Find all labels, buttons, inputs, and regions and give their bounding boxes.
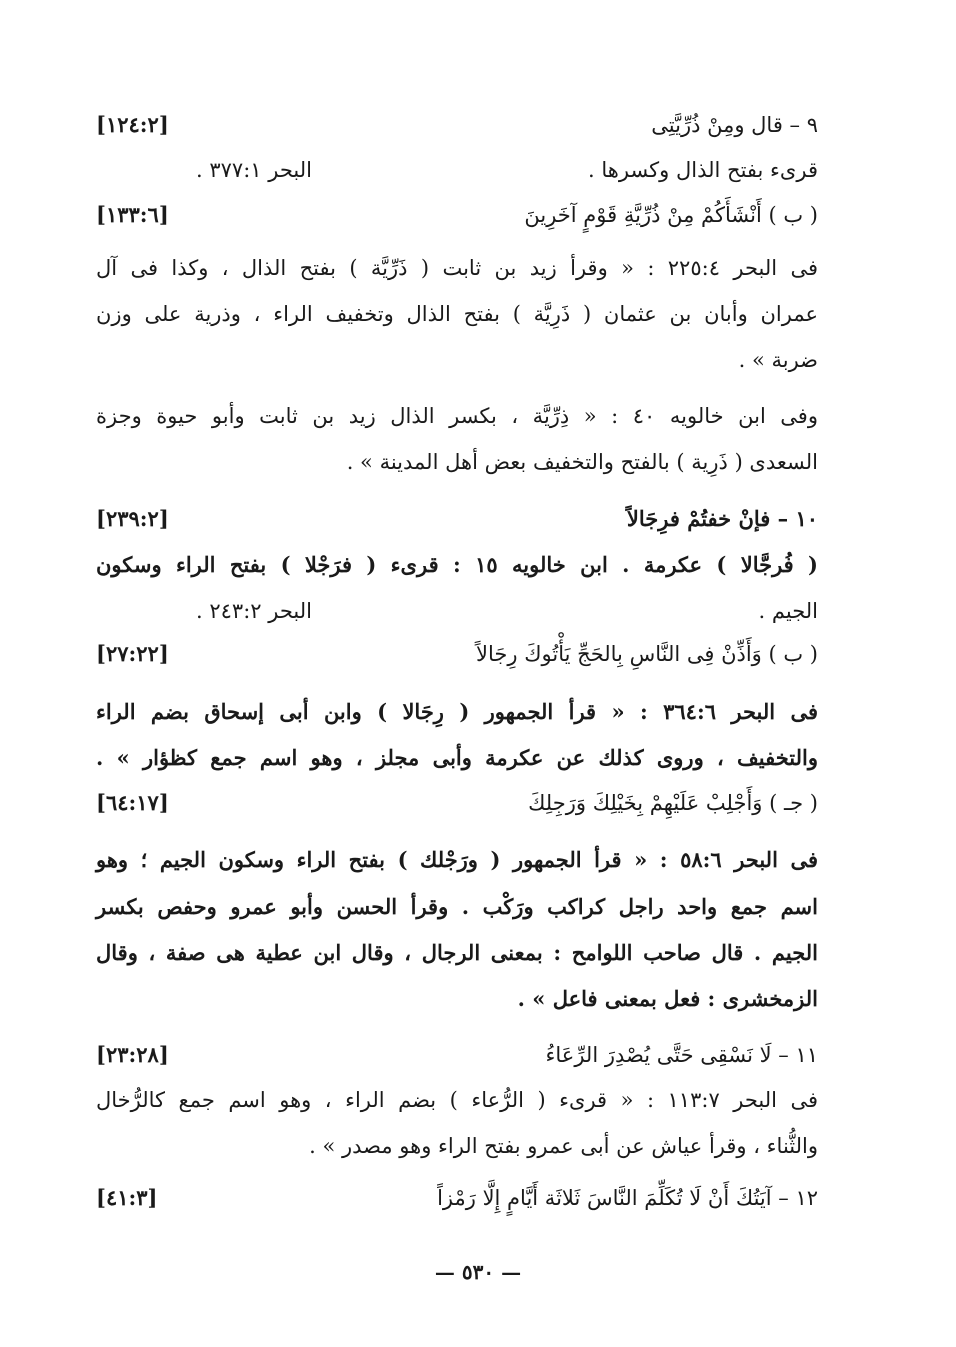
entry-10c-note-line-4 (96, 977, 818, 1021)
entry-9-heading-line (96, 103, 818, 147)
entry-10c-note-line-2 (96, 885, 818, 929)
entry-9b-heading-line (96, 193, 818, 237)
entry-11-heading: ١١ – لَا نَسْقِى حَتَّى يُصْدِرَ الرِّعَاءُ (545, 1043, 818, 1067)
entry-10b-note-line-2 (96, 736, 818, 780)
entry-10c-heading: ( جـ ) وَأَجْلِبْ عَلَيْهِمْ بِخَيْلِكَ وَرَجِلِكَ (528, 791, 818, 815)
paragraph-text: فى البحر ٥٨:٦ : « قرأ الجمهور ( ورَجْلك ) بفتح الراء وسكون الجيم ؛ وهو (96, 847, 818, 872)
entry-10b-reference: [٢٧:٢٢] (96, 641, 169, 666)
paragraph-text: الزمخشرى : فعل بمعنى فاعل » . (517, 986, 818, 1011)
entry-12-heading: ١٢ – آيَتُكَ أَنْ لَا تُكَلِّمَ النَّاسَ ثَلاثَة أَيَّامٍ إِلَّا رَمْزاً (437, 1186, 818, 1210)
entry-11-note-line-1 (96, 1078, 818, 1122)
entry-10b-heading: ( ب ) وَأَذِّنْ فِى النَّاسِ بِالحَجِّ يَأْتُوكَ رِجَالاً (476, 642, 818, 666)
entry-9-note-line (96, 148, 818, 192)
entry-9-paragraph-1-line-2 (96, 292, 818, 336)
entry-10b-note-line-1 (96, 690, 818, 734)
entry-10-source: البحر ٢٤٣:٢ . (196, 599, 312, 623)
entry-9-paragraph-1-line-1 (96, 246, 818, 290)
entry-10-reference: [٢٣٩:٢] (96, 506, 169, 531)
entry-9-source: البحر ٣٧٧:١ . (196, 158, 312, 182)
entry-9-paragraph-2-line-1 (96, 394, 818, 438)
entry-10-heading-line (96, 497, 818, 541)
entry-10b-heading-line (96, 632, 818, 676)
entry-10-heading: ١٠ – فإنْ خفتُمْ فرِجَالاً (626, 506, 818, 531)
entry-9-paragraph-1-line-3 (96, 338, 818, 382)
page-number: — ٥٣٠ — (434, 1260, 522, 1284)
entry-11-reference: [٢٣:٢٨] (96, 1042, 169, 1067)
entry-11-heading-line (96, 1033, 818, 1077)
entry-9-heading: ٩ – قال ومِنْ ذُرِّيَّتِى (651, 113, 818, 137)
entry-10c-heading-line (96, 781, 818, 825)
entry-10c-reference: [٦٤:١٧] (96, 790, 169, 815)
paragraph-text: اسم جمع واحد راجل كراكب ورَكْب . وقرأ الحسن وأبو عمرو وحفص بكسر (96, 894, 818, 919)
paragraph-text: الجيم . قال صاحب اللوامح : بمعنى الرجال ، وقال ابن عطية هى صفة ، وقال (96, 940, 818, 965)
entry-9-reference: [١٢٤:٢] (96, 112, 169, 137)
entry-10c-note-line-3 (96, 931, 818, 975)
entry-9-note: قرىء بفتح الذال وكسرها . (588, 158, 818, 182)
entry-9-paragraph-2-line-2 (96, 440, 818, 484)
paragraph-text: السعدى ( ذَرِية ) بالفتح والتخفيف بعض أهل المدينة » . (346, 450, 818, 474)
entry-9b-heading: ( ب ) أَنْشَأَكُمْ مِنْ ذُرِّيَّةِ قَوْمٍ آخَرِينَ (524, 203, 818, 227)
paragraph-text: فى البحر ١١٣:٧ : « قرىء ( الرُّعاء ) بضم الراء ، وهو اسم جمع كالرُّخال (96, 1088, 818, 1112)
entry-10-note-line-2 (96, 589, 818, 633)
paragraph-text: ضربة » . (738, 348, 818, 372)
entry-12-reference: [٤١:٣] (96, 1185, 158, 1210)
entry-10c-note-line-1 (96, 838, 818, 882)
paragraph-text: وفى ابن خالويه ٤٠ : « ذِرِّيَّة ، بكسر الذال زيد بن ثابت وأبو حيوة وجزة (96, 404, 818, 428)
entry-11-note-line-2 (96, 1124, 818, 1168)
paragraph-text: فى البحر ٣٦٤:٦ : « قرأ الجمهور ( رِجَالا ) وابن أبى إسحاق بضم الراء (96, 699, 818, 724)
entry-12-heading-line (96, 1176, 818, 1220)
entry-10-note: ( فُرجَّالا ) عكرمة . ابن خالويه ١٥ : قرىء ( فرَجْلا ) بفتح الراء وسكون (96, 552, 818, 577)
entry-10-note-line-1 (96, 543, 818, 587)
paragraph-text: فى البحر ٢٢٥:٤ : « وقرأ زيد بن ثابت ( ذَرِّيَّة ) بفتح الذال ، وكذا فى آل (96, 256, 818, 280)
paragraph-text: والتخفيف ، وروى كذلك عن عكرمة وأبى مجلز ، وهو اسم جمع كظؤار » . (96, 745, 818, 770)
entry-10-note-end: الجيم . (758, 599, 818, 623)
paragraph-text: والثُّناء ، وقرأ عياش عن أبى عمرو بفتح الراء وهو مصدر » . (309, 1134, 818, 1158)
entry-9b-reference: [١٣٣:٦] (96, 202, 169, 227)
paragraph-text: عمران وأبان بن عثمان ( ذَرِيَّة ) بفتح الذال وتخفيف الراء ، وذرية على وزن (96, 302, 818, 326)
